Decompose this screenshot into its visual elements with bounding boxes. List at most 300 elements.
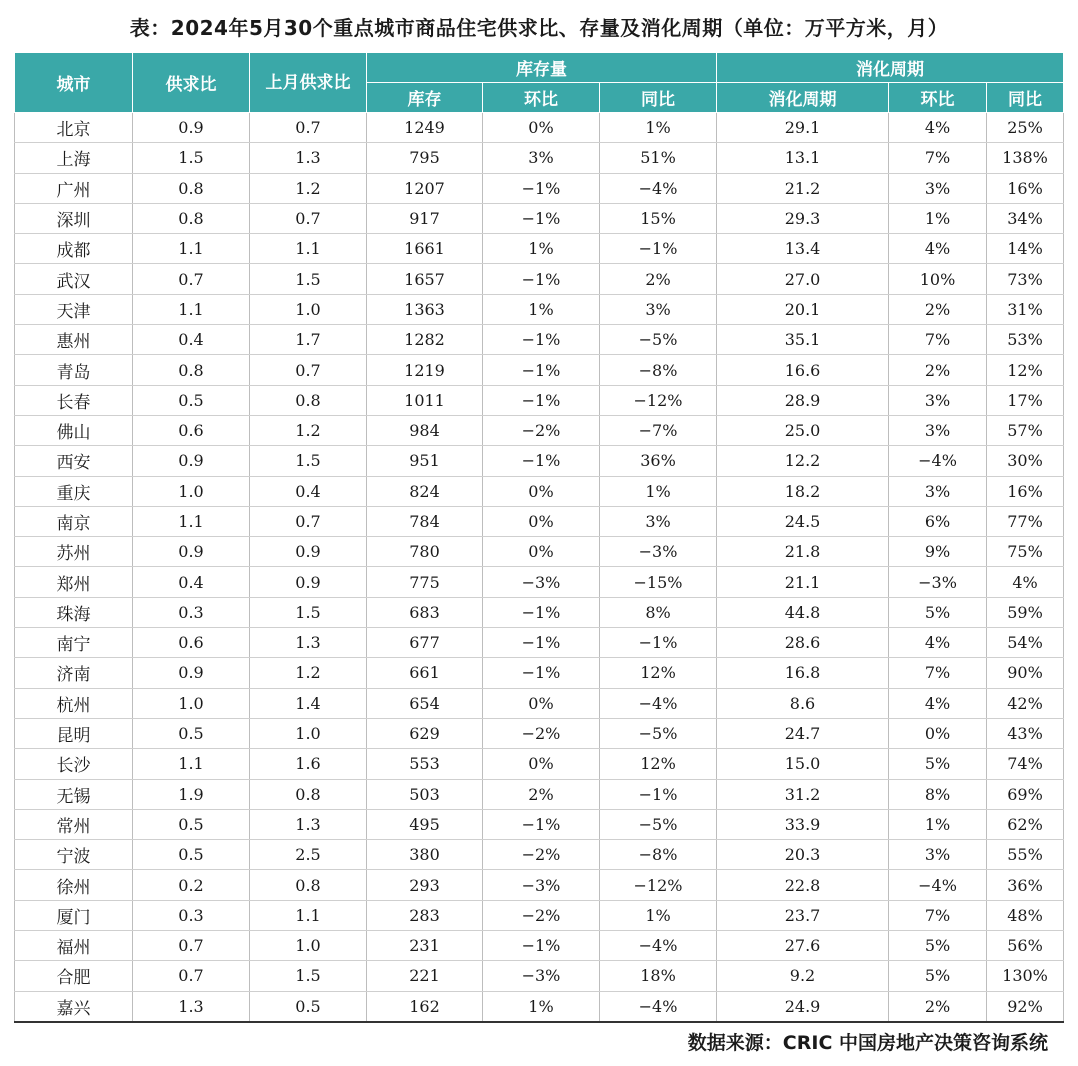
- table-cell: 654: [367, 688, 483, 718]
- table-cell: 12%: [600, 658, 717, 688]
- table-cell: 1219: [367, 355, 483, 385]
- table-cell: 13.4: [717, 234, 889, 264]
- table-cell: 6%: [889, 506, 987, 536]
- table-cell: 1%: [889, 203, 987, 233]
- city-cell: 长沙: [15, 749, 133, 779]
- table-cell: 12%: [987, 355, 1064, 385]
- city-cell: 珠海: [15, 597, 133, 627]
- table-cell: 2%: [483, 779, 600, 809]
- table-cell: 293: [367, 870, 483, 900]
- table-cell: 0.8: [133, 355, 250, 385]
- table-cell: 3%: [889, 476, 987, 506]
- table-cell: 1.1: [133, 294, 250, 324]
- city-cell: 合肥: [15, 961, 133, 991]
- table-cell: 2%: [889, 294, 987, 324]
- table-cell: −1%: [483, 203, 600, 233]
- table-cell: −1%: [483, 931, 600, 961]
- table-cell: −15%: [600, 567, 717, 597]
- table-cell: 1.7: [250, 325, 367, 355]
- table-cell: 1.1: [133, 234, 250, 264]
- table-cell: 0.2: [133, 870, 250, 900]
- table-cell: −2%: [483, 718, 600, 748]
- table-cell: −1%: [483, 385, 600, 415]
- table-cell: 48%: [987, 900, 1064, 930]
- city-cell: 成都: [15, 234, 133, 264]
- table-cell: 0.9: [133, 537, 250, 567]
- table-cell: 380: [367, 840, 483, 870]
- table-cell: 1661: [367, 234, 483, 264]
- table-cell: 1.0: [133, 476, 250, 506]
- table-row: [15, 537, 1064, 567]
- table-cell: −4%: [600, 173, 717, 203]
- table-cell: 16.6: [717, 355, 889, 385]
- table-cell: 138%: [987, 143, 1064, 173]
- city-cell: 杭州: [15, 688, 133, 718]
- table-cell: −1%: [600, 628, 717, 658]
- table-cell: 495: [367, 809, 483, 839]
- table-cell: 1.2: [250, 173, 367, 203]
- city-cell: 昆明: [15, 718, 133, 748]
- table-cell: 553: [367, 749, 483, 779]
- table-cell: 0%: [483, 537, 600, 567]
- col-header-inventory: 库存: [367, 83, 483, 113]
- city-cell: 惠州: [15, 325, 133, 355]
- table-row: [15, 385, 1064, 415]
- table-cell: 3%: [889, 415, 987, 445]
- city-cell: 宁波: [15, 840, 133, 870]
- table-cell: −1%: [483, 446, 600, 476]
- table-row: [15, 658, 1064, 688]
- table-cell: 1.5: [250, 961, 367, 991]
- table-cell: 1282: [367, 325, 483, 355]
- city-cell: 南京: [15, 506, 133, 536]
- table-cell: 59%: [987, 597, 1064, 627]
- table-cell: 25%: [987, 113, 1064, 143]
- table-cell: 1.2: [250, 415, 367, 445]
- city-cell: 苏州: [15, 537, 133, 567]
- table-cell: 12%: [600, 749, 717, 779]
- table-cell: 22.8: [717, 870, 889, 900]
- table-cell: 10%: [889, 264, 987, 294]
- table-cell: 14%: [987, 234, 1064, 264]
- table-cell: 1.9: [133, 779, 250, 809]
- table-cell: 0%: [483, 688, 600, 718]
- table-row: [15, 991, 1064, 1022]
- table-cell: −3%: [889, 567, 987, 597]
- table-cell: 35.1: [717, 325, 889, 355]
- table-cell: 917: [367, 203, 483, 233]
- table-cell: 1.1: [133, 749, 250, 779]
- table-row: [15, 143, 1064, 173]
- table-cell: −4%: [600, 931, 717, 961]
- table-cell: 9%: [889, 537, 987, 567]
- table-cell: 20.3: [717, 840, 889, 870]
- city-cell: 天津: [15, 294, 133, 324]
- city-cell: 重庆: [15, 476, 133, 506]
- table-cell: 1.0: [250, 294, 367, 324]
- table-cell: 661: [367, 658, 483, 688]
- table-row: [15, 809, 1064, 839]
- table-cell: 53%: [987, 325, 1064, 355]
- table-cell: 231: [367, 931, 483, 961]
- table-cell: 1%: [889, 809, 987, 839]
- table-cell: 0.8: [133, 173, 250, 203]
- table-cell: 1.5: [250, 446, 367, 476]
- city-cell: 无锡: [15, 779, 133, 809]
- table-cell: −2%: [483, 840, 600, 870]
- table-cell: 4%: [889, 113, 987, 143]
- table-cell: 1363: [367, 294, 483, 324]
- table-cell: 8.6: [717, 688, 889, 718]
- table-cell: 1.3: [133, 991, 250, 1022]
- table-cell: 3%: [889, 385, 987, 415]
- table-cell: 1%: [600, 113, 717, 143]
- table-cell: −1%: [483, 658, 600, 688]
- table-row: [15, 931, 1064, 961]
- table-cell: 683: [367, 597, 483, 627]
- table-cell: 0.7: [133, 264, 250, 294]
- table-cell: 21.2: [717, 173, 889, 203]
- table-row: [15, 476, 1064, 506]
- table-cell: 1249: [367, 113, 483, 143]
- table-cell: −3%: [600, 537, 717, 567]
- group-header-cycle: 消化周期: [717, 53, 1064, 83]
- table-cell: 1657: [367, 264, 483, 294]
- table-cell: 1%: [600, 900, 717, 930]
- table-cell: 1.0: [133, 688, 250, 718]
- table-row: [15, 779, 1064, 809]
- table-cell: 775: [367, 567, 483, 597]
- city-cell: 厦门: [15, 900, 133, 930]
- table-cell: 16%: [987, 476, 1064, 506]
- table-cell: −4%: [600, 991, 717, 1022]
- table-cell: 1%: [483, 234, 600, 264]
- table-cell: −12%: [600, 385, 717, 415]
- table-cell: −8%: [600, 840, 717, 870]
- table-cell: 31.2: [717, 779, 889, 809]
- group-header-inventory: 库存量: [367, 53, 717, 83]
- table-cell: 15.0: [717, 749, 889, 779]
- table-cell: 283: [367, 900, 483, 930]
- table-cell: 0.7: [250, 203, 367, 233]
- table-cell: 9.2: [717, 961, 889, 991]
- table-cell: 0.3: [133, 597, 250, 627]
- table-cell: 0.3: [133, 900, 250, 930]
- table-cell: 1011: [367, 385, 483, 415]
- table-cell: 0.8: [250, 385, 367, 415]
- table-cell: 27.6: [717, 931, 889, 961]
- table-cell: −2%: [483, 900, 600, 930]
- table-cell: 8%: [600, 597, 717, 627]
- table-cell: 629: [367, 718, 483, 748]
- city-cell: 济南: [15, 658, 133, 688]
- table-cell: 36%: [987, 870, 1064, 900]
- table-cell: 5%: [889, 749, 987, 779]
- table-cell: 0.5: [250, 991, 367, 1022]
- table-cell: 0.9: [250, 567, 367, 597]
- table-row: [15, 597, 1064, 627]
- table-cell: 56%: [987, 931, 1064, 961]
- table-cell: 0.4: [133, 567, 250, 597]
- table-row: [15, 113, 1064, 143]
- table-cell: −1%: [483, 264, 600, 294]
- table-cell: 0.4: [250, 476, 367, 506]
- table-cell: 130%: [987, 961, 1064, 991]
- table-cell: 1.5: [250, 264, 367, 294]
- table-cell: 4%: [889, 688, 987, 718]
- table-cell: 29.1: [717, 113, 889, 143]
- table-cell: 28.6: [717, 628, 889, 658]
- table-cell: 0.5: [133, 809, 250, 839]
- table-cell: 3%: [600, 294, 717, 324]
- table-cell: 7%: [889, 325, 987, 355]
- table-cell: 1%: [483, 294, 600, 324]
- table-cell: 0.9: [133, 113, 250, 143]
- table-cell: 0.7: [133, 961, 250, 991]
- table-cell: 221: [367, 961, 483, 991]
- table-cell: 2.5: [250, 840, 367, 870]
- table-cell: −1%: [483, 597, 600, 627]
- table-cell: 16.8: [717, 658, 889, 688]
- city-cell: 北京: [15, 113, 133, 143]
- table-cell: 55%: [987, 840, 1064, 870]
- table-cell: 0.7: [133, 931, 250, 961]
- table-cell: 2%: [600, 264, 717, 294]
- table-cell: 77%: [987, 506, 1064, 536]
- city-cell: 南宁: [15, 628, 133, 658]
- table-cell: −1%: [600, 234, 717, 264]
- table-body: [15, 113, 1064, 1022]
- table-cell: 0.9: [250, 537, 367, 567]
- col-header-cycle: 消化周期: [717, 83, 889, 113]
- table-cell: 16%: [987, 173, 1064, 203]
- table-cell: −3%: [483, 567, 600, 597]
- city-cell: 深圳: [15, 203, 133, 233]
- table-cell: 42%: [987, 688, 1064, 718]
- table-cell: 69%: [987, 779, 1064, 809]
- table-cell: 57%: [987, 415, 1064, 445]
- col-header-cycle-mom: 环比: [889, 83, 987, 113]
- table-cell: 90%: [987, 658, 1064, 688]
- table-cell: 0.5: [133, 718, 250, 748]
- table-cell: 5%: [889, 931, 987, 961]
- col-header-inventory-yoy: 同比: [600, 83, 717, 113]
- city-cell: 西安: [15, 446, 133, 476]
- table-cell: 24.9: [717, 991, 889, 1022]
- table-cell: −3%: [483, 961, 600, 991]
- city-cell: 徐州: [15, 870, 133, 900]
- table-cell: 29.3: [717, 203, 889, 233]
- table-cell: 0.7: [250, 113, 367, 143]
- table-cell: −4%: [889, 446, 987, 476]
- table-cell: −1%: [483, 173, 600, 203]
- table-row: [15, 961, 1064, 991]
- table-cell: 25.0: [717, 415, 889, 445]
- table-cell: 0.8: [250, 779, 367, 809]
- table-cell: 73%: [987, 264, 1064, 294]
- table-cell: 795: [367, 143, 483, 173]
- table-cell: 44.8: [717, 597, 889, 627]
- col-header-inventory-mom: 环比: [483, 83, 600, 113]
- table-cell: 7%: [889, 658, 987, 688]
- table-cell: 20.1: [717, 294, 889, 324]
- table-cell: −2%: [483, 415, 600, 445]
- table-row: [15, 446, 1064, 476]
- table-cell: 677: [367, 628, 483, 658]
- table-cell: 75%: [987, 537, 1064, 567]
- table-cell: 2%: [889, 991, 987, 1022]
- table-cell: 0.8: [250, 870, 367, 900]
- table-cell: −12%: [600, 870, 717, 900]
- table-cell: 1.3: [250, 628, 367, 658]
- city-cell: 长春: [15, 385, 133, 415]
- col-header-cycle-yoy: 同比: [987, 83, 1064, 113]
- table-cell: 1.0: [250, 931, 367, 961]
- table-cell: 503: [367, 779, 483, 809]
- city-cell: 武汉: [15, 264, 133, 294]
- table-cell: 1.6: [250, 749, 367, 779]
- table-row: [15, 718, 1064, 748]
- table-cell: 23.7: [717, 900, 889, 930]
- table-cell: 4%: [889, 234, 987, 264]
- table-cell: 0.6: [133, 415, 250, 445]
- table-cell: 824: [367, 476, 483, 506]
- table-cell: 1.5: [133, 143, 250, 173]
- table-cell: 0%: [889, 718, 987, 748]
- table-cell: 1.4: [250, 688, 367, 718]
- table-row: [15, 234, 1064, 264]
- data-table: [14, 52, 1064, 1023]
- table-row: [15, 870, 1064, 900]
- table-cell: 1.3: [250, 143, 367, 173]
- table-cell: 21.8: [717, 537, 889, 567]
- table-cell: 0.7: [250, 355, 367, 385]
- table-cell: 0%: [483, 749, 600, 779]
- table-cell: 0.9: [133, 658, 250, 688]
- table-cell: −1%: [483, 325, 600, 355]
- table-cell: 784: [367, 506, 483, 536]
- table-cell: 74%: [987, 749, 1064, 779]
- table-cell: 0.6: [133, 628, 250, 658]
- city-cell: 广州: [15, 173, 133, 203]
- table-cell: 54%: [987, 628, 1064, 658]
- table-cell: 0%: [483, 113, 600, 143]
- col-header-supply-demand: 供求比: [133, 53, 250, 113]
- table-cell: 1%: [483, 991, 600, 1022]
- table-row: [15, 264, 1064, 294]
- table-cell: −7%: [600, 415, 717, 445]
- table-cell: 31%: [987, 294, 1064, 324]
- table-cell: 3%: [483, 143, 600, 173]
- table-cell: −1%: [483, 355, 600, 385]
- table-cell: −5%: [600, 809, 717, 839]
- table-cell: 7%: [889, 143, 987, 173]
- table-cell: 3%: [889, 173, 987, 203]
- table-cell: 780: [367, 537, 483, 567]
- table-cell: −1%: [483, 809, 600, 839]
- table-row: [15, 567, 1064, 597]
- col-header-last-month: 上月供求比: [250, 53, 367, 113]
- table-cell: 8%: [889, 779, 987, 809]
- table-cell: 30%: [987, 446, 1064, 476]
- table-cell: 1%: [600, 476, 717, 506]
- table-cell: 28.9: [717, 385, 889, 415]
- col-header-city: 城市: [15, 53, 133, 113]
- city-cell: 常州: [15, 809, 133, 839]
- table-cell: 1207: [367, 173, 483, 203]
- table-cell: −4%: [600, 688, 717, 718]
- table-cell: −5%: [600, 718, 717, 748]
- table-cell: −3%: [483, 870, 600, 900]
- table-cell: −4%: [889, 870, 987, 900]
- table-cell: 2%: [889, 355, 987, 385]
- table-cell: 3%: [600, 506, 717, 536]
- source-note: 数据来源：CRIC 中国房地产决策咨询系统: [687, 1032, 1048, 1054]
- table-cell: 13.1: [717, 143, 889, 173]
- table-row: [15, 628, 1064, 658]
- table-cell: 0%: [483, 506, 600, 536]
- table-cell: 24.7: [717, 718, 889, 748]
- table-row: [15, 355, 1064, 385]
- city-cell: 嘉兴: [15, 991, 133, 1022]
- table-cell: −8%: [600, 355, 717, 385]
- city-cell: 青岛: [15, 355, 133, 385]
- table-cell: 1.1: [250, 900, 367, 930]
- table-title: 表：2024年5月30个重点城市商品住宅供求比、存量及消化周期（单位：万平方米，月）: [129, 16, 949, 40]
- table-cell: 12.2: [717, 446, 889, 476]
- table-cell: 7%: [889, 900, 987, 930]
- table-cell: 0.5: [133, 840, 250, 870]
- city-cell: 佛山: [15, 415, 133, 445]
- table-row: [15, 506, 1064, 536]
- table-cell: −1%: [483, 628, 600, 658]
- table-cell: 951: [367, 446, 483, 476]
- table-cell: 4%: [987, 567, 1064, 597]
- table-cell: 1.1: [250, 234, 367, 264]
- table-cell: 0.4: [133, 325, 250, 355]
- table-cell: 1.0: [250, 718, 367, 748]
- table-cell: 17%: [987, 385, 1064, 415]
- table-row: [15, 294, 1064, 324]
- table-cell: 5%: [889, 597, 987, 627]
- table-cell: 15%: [600, 203, 717, 233]
- table-cell: 5%: [889, 961, 987, 991]
- table-cell: 34%: [987, 203, 1064, 233]
- table-cell: 18.2: [717, 476, 889, 506]
- table-cell: 1.2: [250, 658, 367, 688]
- city-cell: 上海: [15, 143, 133, 173]
- table-row: [15, 688, 1064, 718]
- table-cell: 3%: [889, 840, 987, 870]
- city-cell: 福州: [15, 931, 133, 961]
- table-cell: 62%: [987, 809, 1064, 839]
- table-row: [15, 415, 1064, 445]
- table-cell: 36%: [600, 446, 717, 476]
- city-cell: 郑州: [15, 567, 133, 597]
- table-cell: 51%: [600, 143, 717, 173]
- table-cell: 21.1: [717, 567, 889, 597]
- table-cell: 92%: [987, 991, 1064, 1022]
- table-cell: 1.3: [250, 809, 367, 839]
- table-row: [15, 840, 1064, 870]
- table-row: [15, 325, 1064, 355]
- table-cell: 24.5: [717, 506, 889, 536]
- table-cell: 984: [367, 415, 483, 445]
- table-cell: 162: [367, 991, 483, 1022]
- table-cell: 27.0: [717, 264, 889, 294]
- table-row: [15, 173, 1064, 203]
- table-cell: 0.7: [250, 506, 367, 536]
